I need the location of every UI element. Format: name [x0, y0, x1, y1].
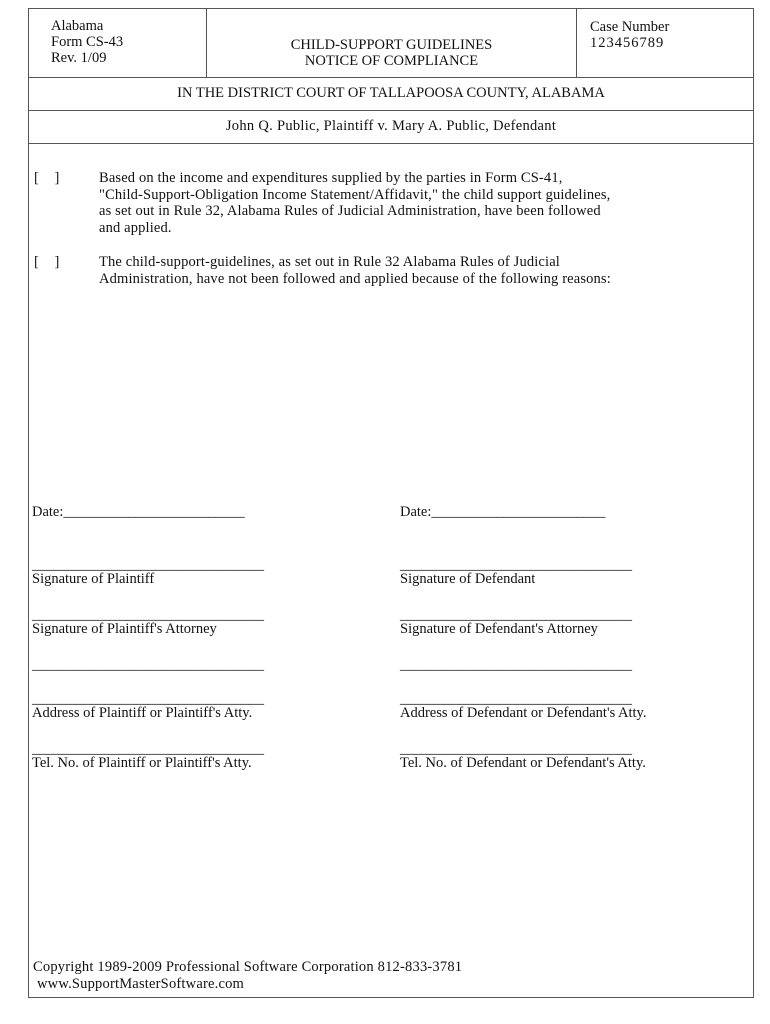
form-frame [28, 8, 754, 998]
plaintiff-address-line-2[interactable]: ________________________________ [32, 691, 264, 707]
option-line: The child-support-guidelines, as set out in Rule 32 Alabama Rules of Judicial [99, 254, 560, 270]
defendant-attorney-signature-line[interactable]: ________________________________ [400, 607, 632, 623]
party-caption: John Q. Public, Plaintiff v. Mary A. Public, Defendant [29, 110, 753, 144]
defendant-tel-label: Tel. No. of Defendant or Defendant's Atty. [400, 755, 646, 771]
defendant-tel-line[interactable]: ________________________________ [400, 741, 632, 757]
copyright-text: Copyright 1989-2009 Professional Software Corporation 812-833-3781 [33, 959, 463, 975]
checkbox-not-followed[interactable]: [ ] [34, 254, 66, 270]
revision: Rev. 1/09 [51, 50, 107, 66]
form-id-block [29, 9, 207, 77]
title-line-2: NOTICE OF COMPLIANCE [304, 53, 479, 69]
plaintiff-attorney-signature-line[interactable]: ________________________________ [32, 607, 264, 623]
plaintiff-tel-label: Tel. No. of Plaintiff or Plaintiff's Atty. [32, 755, 252, 771]
case-number-block [576, 9, 753, 77]
court-caption: IN THE DISTRICT COURT OF TALLAPOOSA COUNTY, ALABAMA [29, 77, 753, 111]
option-not-followed-text [99, 254, 719, 287]
checkbox-followed[interactable]: [ ] [34, 170, 66, 186]
option-line: as set out in Rule 32, Alabama Rules of Judicial Administration, have been followed [99, 203, 601, 219]
case-number-value: 123456789 [590, 35, 665, 51]
defendant-date-field[interactable]: Date:________________________ [400, 504, 606, 520]
option-line: Administration, have not been followed and applied because of the following reasons: [99, 270, 611, 287]
option-line: Based on the income and expenditures supplied by the parties in Form CS-41, [99, 170, 563, 186]
form-title [207, 9, 576, 77]
option-followed-text [99, 170, 719, 236]
form-header [29, 9, 753, 78]
defendant-attorney-signature-label: Signature of Defendant's Attorney [400, 621, 598, 637]
plaintiff-address-label: Address of Plaintiff or Plaintiff's Atty. [32, 705, 253, 721]
plaintiff-signature-label: Signature of Plaintiff [32, 571, 155, 587]
plaintiff-date-field[interactable]: Date:_________________________ [32, 504, 245, 520]
defendant-address-line-2[interactable]: ________________________________ [400, 691, 632, 707]
case-number-label: Case Number [590, 19, 670, 35]
plaintiff-address-line-1[interactable]: ________________________________ [32, 657, 264, 673]
state-label: Alabama [51, 18, 104, 34]
website-link[interactable]: www.SupportMasterSoftware.com [37, 976, 245, 992]
plaintiff-attorney-signature-label: Signature of Plaintiff's Attorney [32, 621, 217, 637]
option-line: "Child-Support-Obligation Income Statement/Affidavit," the child support guidelines, [99, 186, 611, 203]
defendant-address-line-1[interactable]: ________________________________ [400, 657, 632, 673]
option-line: and applied. [99, 219, 172, 236]
plaintiff-signature-line[interactable]: ________________________________ [32, 557, 264, 573]
defendant-signature-line[interactable]: ________________________________ [400, 557, 632, 573]
form-number: Form CS-43 [51, 34, 124, 50]
defendant-address-label: Address of Defendant or Defendant's Atty. [400, 705, 647, 721]
title-line-1: CHILD-SUPPORT GUIDELINES [290, 37, 493, 53]
plaintiff-tel-line[interactable]: ________________________________ [32, 741, 264, 757]
defendant-signature-label: Signature of Defendant [400, 571, 536, 587]
copyright-footer [33, 959, 462, 993]
